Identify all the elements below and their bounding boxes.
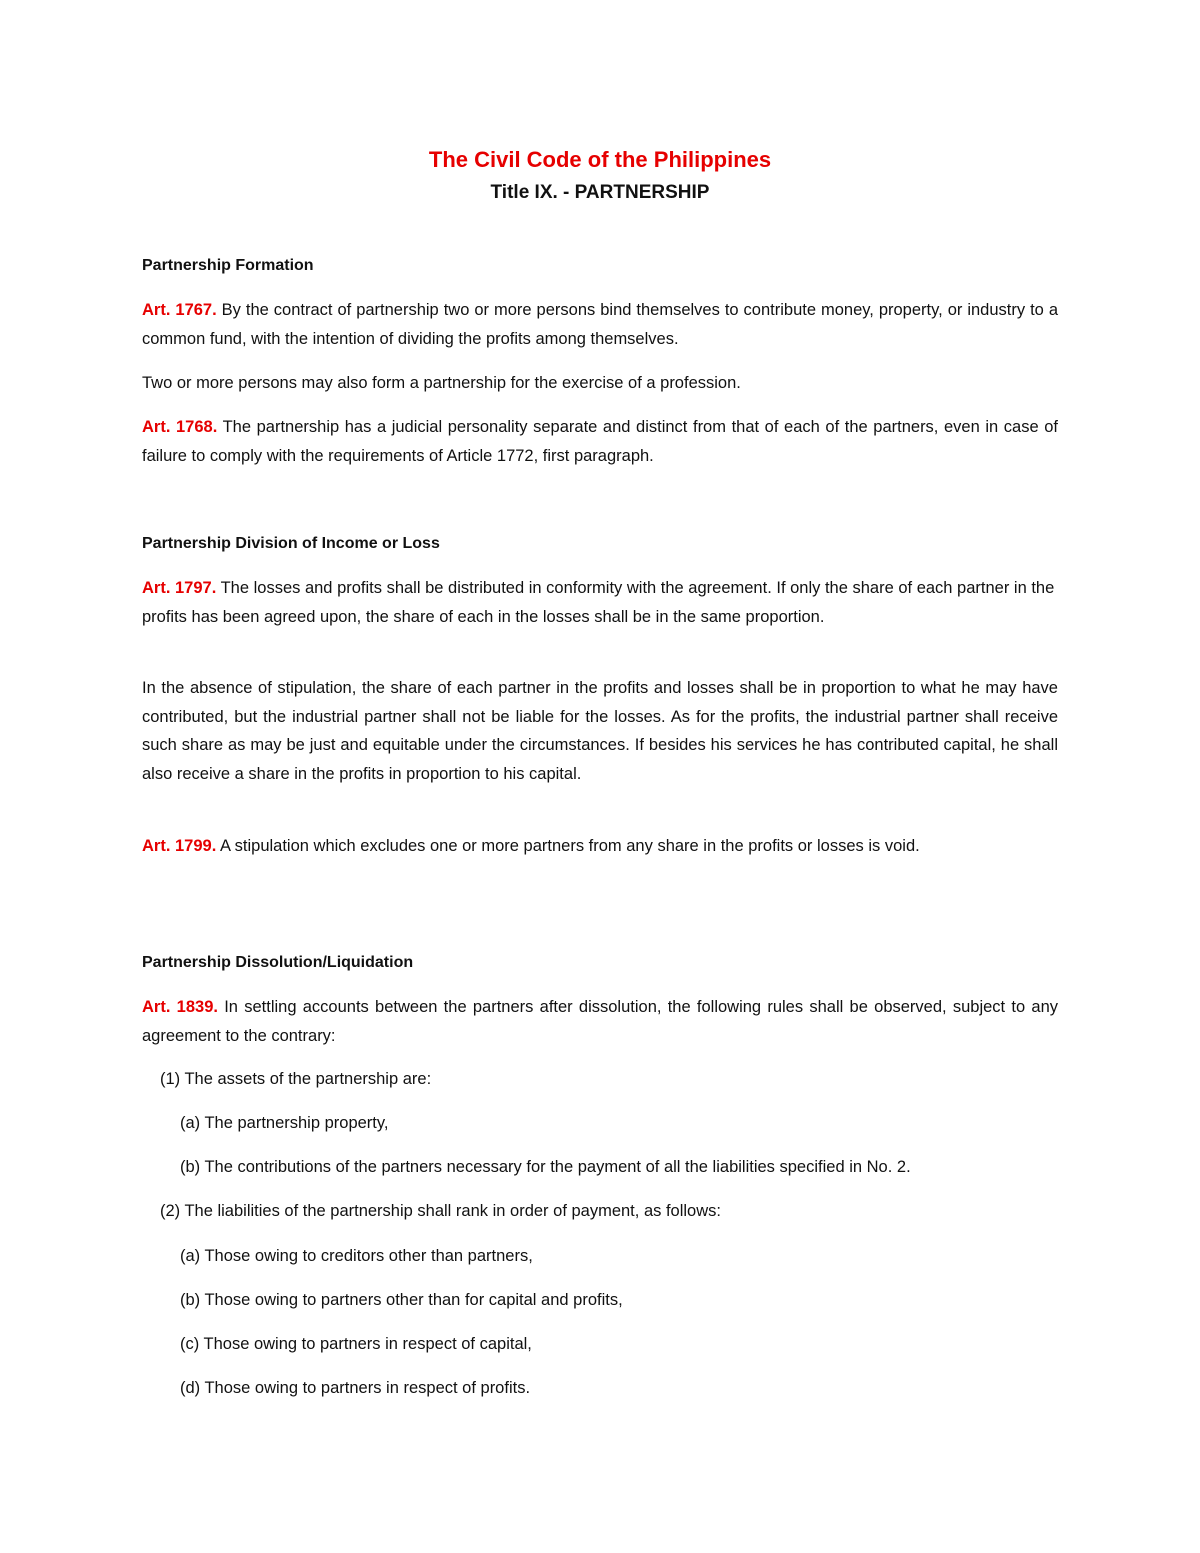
section-heading-division: Partnership Division of Income or Loss — [142, 535, 440, 552]
list-item: (d) Those owing to partners in respect of profits. — [180, 1379, 531, 1397]
article-label: Art. 1768. — [142, 418, 218, 436]
list-item: (b) The contributions of the partners necessary for the payment of all the liabilities specified in No. 2. — [180, 1158, 911, 1176]
article-1799 — [142, 832, 1058, 861]
document-title: The Civil Code of the Philippines — [428, 147, 772, 172]
list-item: (b) Those owing to partners other than for capital and profits, — [180, 1291, 623, 1309]
article-label: Art. 1799. — [142, 837, 217, 855]
list-item: (a) The partnership property, — [180, 1114, 389, 1132]
list-item: (c) Those owing to partners in respect of capital, — [180, 1335, 532, 1353]
list-item: (2) The liabilities of the partnership shall rank in order of payment, as follows: — [160, 1202, 721, 1220]
article-text: By the contract of partnership two or more persons bind themselves to contribute money, property, or industry to a common fund, with the intention of dividing the profits among themselves. — [142, 301, 1058, 348]
section-heading-formation: Partnership Formation — [142, 257, 314, 274]
article-text: The partnership has a judicial personality separate and distinct from that of each of the partners, even in case of failure to comply with the requirements of Article 1772, first paragraph. — [142, 418, 1058, 465]
article-1839 — [142, 993, 1058, 1050]
division-paragraph-2: In the absence of stipulation, the share of each partner in the profits and losses shall be in proportion to what he may have contributed, but the industrial partner shall not be liable for the losses. As for the profits, the industrial partner shall receive such share as may be just and equitable under the circumstances. If besides his services he has contributed capital, he shall also receive a share in the profits in proportion to his capital. — [142, 679, 1058, 783]
article-text: In settling accounts between the partners after dissolution, the following rules shall be observed, subject to any agreement to the contrary: — [142, 998, 1058, 1045]
list-item: (a) Those owing to creditors other than partners, — [180, 1247, 533, 1265]
article-label: Art. 1839. — [142, 998, 218, 1016]
article-label: Art. 1767. — [142, 301, 217, 319]
document-subtitle: Title IX. - PARTNERSHIP — [490, 182, 710, 203]
article-text: The losses and profits shall be distributed in conformity with the agreement. If only the share of each partner in the profits has been agreed upon, the share of each in the losses shall be in the same proportion. — [142, 579, 1055, 626]
article-1767 — [142, 296, 1058, 353]
article-1768 — [142, 413, 1058, 470]
article-text: A stipulation which excludes one or more partners from any share in the profits or losses is void. — [216, 837, 920, 855]
list-item: (1) The assets of the partnership are: — [160, 1070, 432, 1088]
article-1797 — [142, 574, 1058, 631]
formation-paragraph-2: Two or more persons may also form a partnership for the exercise of a profession. — [142, 374, 741, 392]
section-heading-dissolution: Partnership Dissolution/Liquidation — [142, 954, 414, 971]
article-label: Art. 1797. — [142, 579, 217, 597]
